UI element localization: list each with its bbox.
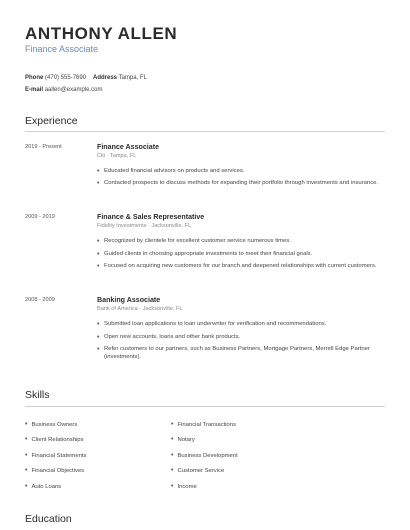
bullet-icon: • [97, 180, 100, 187]
bullet-icon: • [171, 467, 174, 474]
address-contact [93, 75, 147, 81]
job-bullet [97, 238, 385, 246]
bullet-icon: • [25, 421, 28, 428]
skill-item [171, 421, 236, 428]
job-bullet [97, 346, 385, 361]
bullet-text: Submitted loan applications to loan underwriter for verification and recommendations. [104, 321, 327, 327]
bullet-icon: • [97, 346, 100, 353]
job-dates: 2009 - 2019 [25, 214, 55, 220]
email-value[interactable]: aallen@example.com [44, 87, 103, 93]
bullet-text: Open new accounts, loans and other bank products. [104, 334, 241, 340]
bullet-icon: • [171, 452, 174, 459]
job-bullet [97, 263, 385, 271]
skill-text: Client Relationships [31, 437, 84, 443]
skill-text: Business Owners [31, 422, 78, 428]
bullet-icon: • [171, 483, 174, 490]
email-contact [25, 87, 102, 93]
email-label: E-mail [25, 87, 44, 93]
bullet-icon: • [97, 238, 100, 245]
bullet-icon: • [97, 168, 100, 175]
skill-item [171, 452, 238, 459]
phone-label: Phone [25, 75, 44, 81]
job-bullet [97, 180, 385, 188]
bullet-icon: • [25, 467, 28, 474]
skill-text: Income [177, 484, 197, 490]
job-bullet [97, 168, 385, 176]
skill-text: Customer Service [177, 468, 225, 474]
education-heading: Education [25, 513, 72, 525]
skill-text: Notary [177, 437, 195, 443]
bullet-icon: • [97, 321, 100, 328]
bullet-icon: • [171, 421, 174, 428]
skill-text: Auto Loans [31, 484, 62, 490]
bullet-text: Recognized by clientele for excellent customer service numerous times. [104, 238, 291, 244]
job-dates: 2019 - Present [25, 144, 62, 150]
skill-text: Business Development [177, 453, 238, 459]
job-bullet [97, 334, 385, 342]
phone-value: (470) 555-7690 [45, 75, 87, 81]
skill-text: Financial Objectives [31, 468, 85, 474]
skill-item [171, 436, 195, 443]
bullet-icon: • [97, 251, 100, 258]
address-value: Tampa, FL [118, 75, 147, 81]
job-company: Fidelity Investments · Jacksonville, FL [97, 223, 192, 229]
bullet-icon: • [25, 483, 28, 490]
bullet-icon: • [171, 436, 174, 443]
bullet-text: Guided clients in choosing appropriate investments to meet their financial goals. [104, 251, 313, 257]
bullet-text: Focused on acquiring new customers for our branch and deepened relationships with current customers. [104, 263, 377, 269]
skill-item [171, 483, 197, 490]
bullet-icon: • [25, 436, 28, 443]
skill-text: Financial Statements [31, 453, 87, 459]
bullet-text: Educated financial advisors on products and services. [104, 168, 245, 174]
skill-item [25, 483, 61, 490]
job-company: Citi · Tampa, FL [97, 153, 137, 159]
address-label: Address [93, 75, 118, 81]
experience-heading: Experience [25, 115, 78, 127]
bullet-icon: • [25, 452, 28, 459]
skill-item [25, 436, 84, 443]
job-role: Finance & Sales Representative [97, 213, 205, 221]
candidate-name: ANTHONY ALLEN [25, 24, 178, 43]
skill-item [171, 467, 224, 474]
skill-item [25, 421, 77, 428]
bullet-icon: • [97, 334, 100, 341]
job-role: Banking Associate [97, 296, 161, 304]
experience-divider [25, 131, 385, 132]
bullet-icon: • [97, 263, 100, 270]
job-company: Bank of America · Jacksonville, FL [97, 306, 183, 312]
job-dates: 2008 - 2009 [25, 297, 55, 303]
skill-item [25, 452, 86, 459]
skill-text: Financial Transactions [177, 422, 237, 428]
job-role: Finance Associate [97, 143, 160, 151]
job-bullet [97, 251, 385, 259]
phone-contact [25, 75, 86, 81]
bullet-text: Refer customers to our partners, such as Business Partners, Mortgage Partners, Merrell Edge Partner (investments). [104, 346, 370, 360]
skill-item [25, 467, 84, 474]
job-bullet [97, 321, 385, 329]
bullet-text: Contacted prospects to discuss methods for expanding their portfolio through investments and insurance. [104, 180, 379, 186]
candidate-title: Finance Associate [25, 44, 99, 54]
skills-heading: Skills [25, 389, 50, 401]
skills-divider [25, 406, 385, 407]
